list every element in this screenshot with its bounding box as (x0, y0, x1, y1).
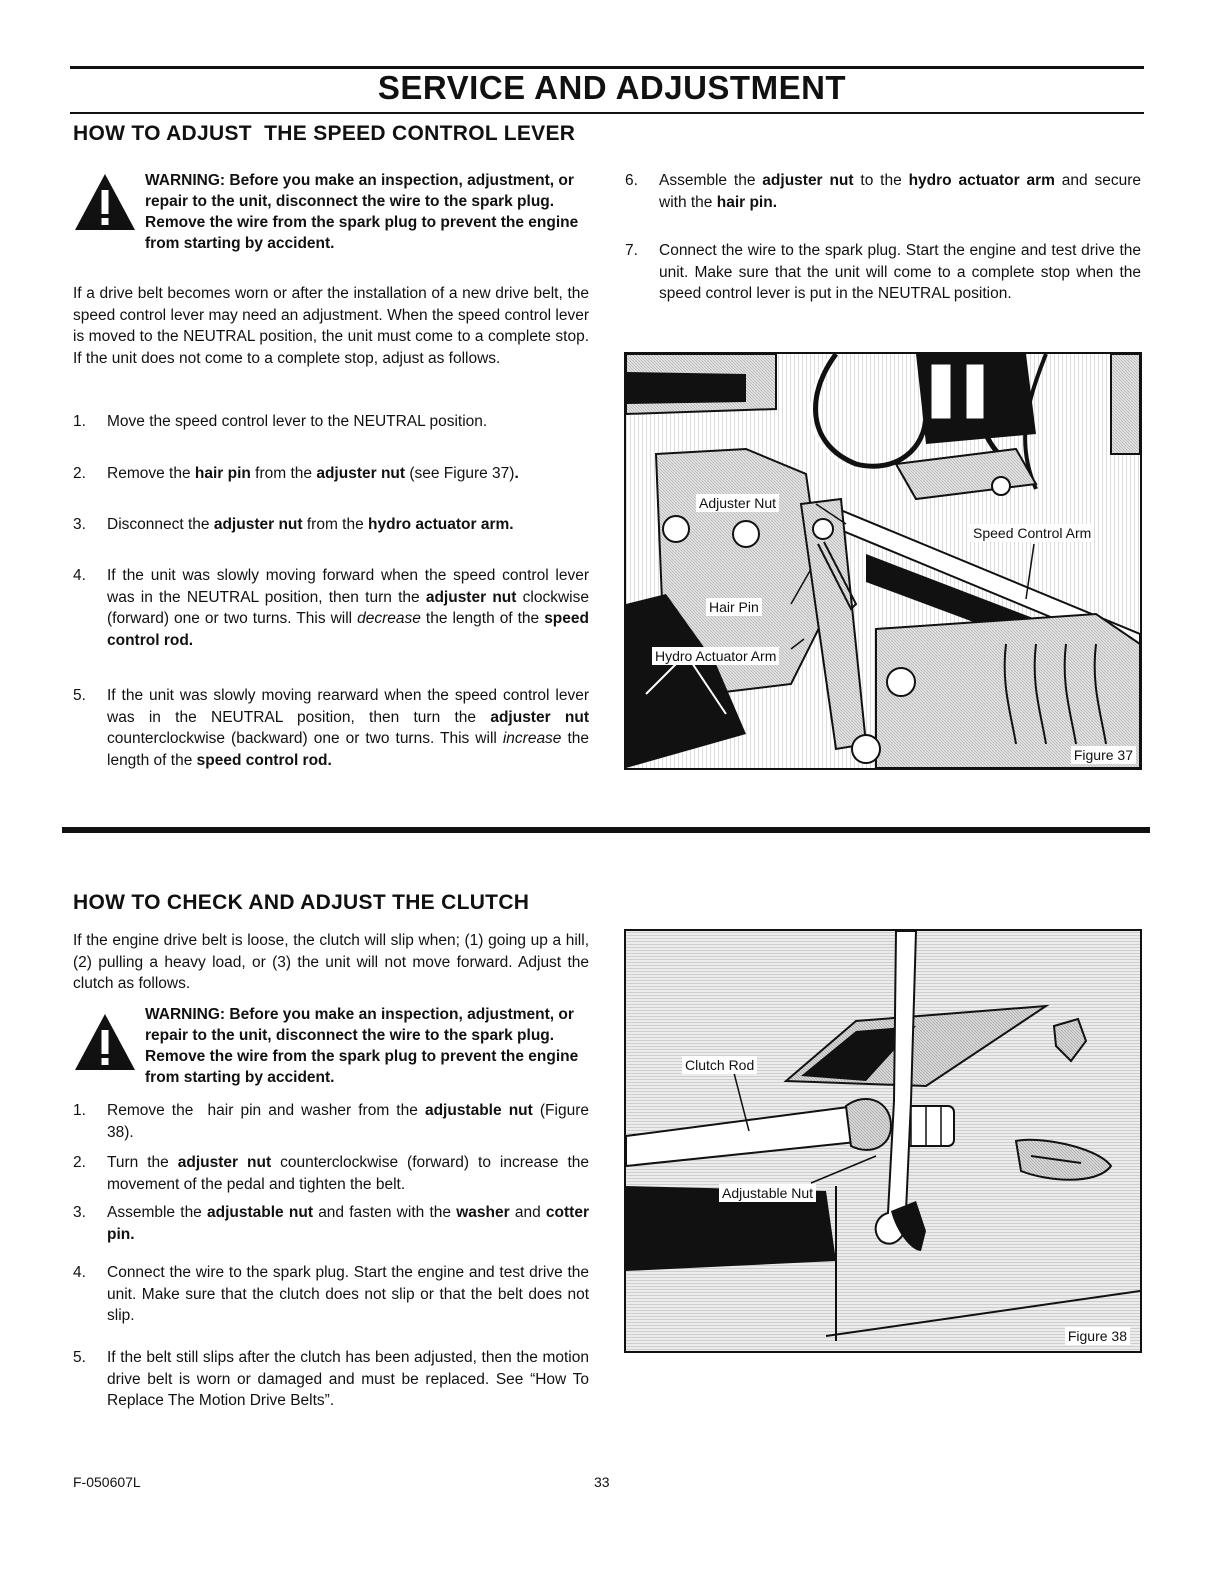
step-text: If the belt still slips after the clutch has been adjusted, then the motion drive belt is worn or damaged and must be replaced. See “How To Replace The Motion Drive Belts”. (107, 1349, 589, 1409)
page-title: SERVICE AND ADJUSTMENT (377, 69, 847, 106)
step-text: Remove the hair pin from the adjuster nut (see Figure 37). (107, 465, 519, 482)
clutch-intro-paragraph: If the engine drive belt is loose, the clutch will slip when; (1) going up a hill, (2) pulling a heavy load, or (3) the unit will not move forward. Adjust the clutch as follows. (73, 932, 589, 992)
callout-hydro-actuator-arm: Hydro Actuator Arm (652, 647, 779, 665)
figure-37 (624, 352, 1142, 770)
warning-triangle-icon (73, 1012, 137, 1072)
step-text: Connect the wire to the spark plug. Start the engine and test drive the unit. Make sure that the clutch does not slip or that the belt does not slip. (107, 1264, 589, 1324)
step-number: 4. (73, 1264, 86, 1281)
step-number: 6. (625, 172, 638, 189)
step-number: 2. (73, 465, 86, 482)
step-text: Remove the hair pin and washer from the adjustable nut (Figure 38). (107, 1102, 589, 1141)
warning-text: WARNING: Before you make an inspection, adjustment, or repair to the unit, disconnect the wire to the spark plug. Remove the wire from the spark plug to prevent the engine from starting by accident. (145, 172, 579, 252)
warning-triangle-icon (73, 172, 137, 232)
callout-clutch-rod: Clutch Rod (682, 1056, 757, 1074)
section-heading-speed-control: HOW TO ADJUST THE SPEED CONTROL LEVER (73, 122, 576, 145)
figure-38-illustration (626, 931, 1140, 1351)
footer-code: F-050607L (73, 1474, 141, 1490)
callout-hair-pin: Hair Pin (706, 598, 762, 616)
step-number: 3. (73, 516, 86, 533)
step-text: Assemble the adjuster nut to the hydro actuator arm and secure with the hair pin. (659, 172, 1141, 211)
step-number: 5. (73, 687, 86, 704)
section-heading-clutch: HOW TO CHECK AND ADJUST THE CLUTCH (73, 891, 530, 914)
step-number: 3. (73, 1204, 86, 1221)
step-text: Assemble the adjustable nut and fasten with the washer and cotter pin. (107, 1204, 589, 1243)
step-text: Connect the wire to the spark plug. Start the engine and test drive the unit. Make sure that the unit will come to a complete stop when the speed control lever is put in the NEUTRAL position. (659, 242, 1141, 302)
step-number: 2. (73, 1154, 86, 1171)
figure-37-illustration (626, 354, 1140, 768)
callout-adjustable-nut: Adjustable Nut (719, 1184, 816, 1202)
step-number: 5. (73, 1349, 86, 1366)
step-number: 7. (625, 242, 638, 259)
figure-38 (624, 929, 1142, 1353)
intro-paragraph: If a drive belt becomes worn or after the installation of a new drive belt, the speed control lever may need an adjustment. When the speed control lever is moved to the NEUTRAL position, the unit must come to a complete stop. If the unit does not come to a complete stop, adjust as follows. (73, 285, 589, 367)
section-divider (62, 827, 1150, 833)
callout-speed-control-arm: Speed Control Arm (970, 524, 1094, 542)
figure-38-label: Figure 38 (1065, 1327, 1130, 1345)
step-number: 4. (73, 567, 86, 584)
figure-37-label: Figure 37 (1071, 746, 1136, 764)
warning-text: WARNING: Before you make an inspection, adjustment, or repair to the unit, disconnect the wire to the spark plug. Remove the wire from the spark plug to prevent the engine from starting by accident. (145, 1006, 579, 1086)
step-text: If the unit was slowly moving forward when the speed control lever was in the NEUTRAL position, then turn the adjuster nut clockwise (forward) one or two turns. This will decrease the length of the speed control rod. (107, 567, 589, 649)
step-text: Disconnect the adjuster nut from the hydro actuator arm. (107, 516, 514, 533)
callout-adjuster-nut: Adjuster Nut (696, 494, 779, 512)
title-underline (70, 112, 1144, 114)
step-number: 1. (73, 1102, 86, 1119)
step-text: Move the speed control lever to the NEUTRAL position. (107, 413, 488, 430)
page-number: 33 (594, 1474, 610, 1490)
step-number: 1. (73, 413, 86, 430)
step-text: Turn the adjuster nut counterclockwise (forward) to increase the movement of the pedal and tighten the belt. (107, 1154, 589, 1193)
step-text: If the unit was slowly moving rearward when the speed control lever was in the NEUTRAL position, then turn the adjuster nut counterclockwise (backward) one or two turns. This will increase the length of the speed control rod. (107, 687, 589, 769)
